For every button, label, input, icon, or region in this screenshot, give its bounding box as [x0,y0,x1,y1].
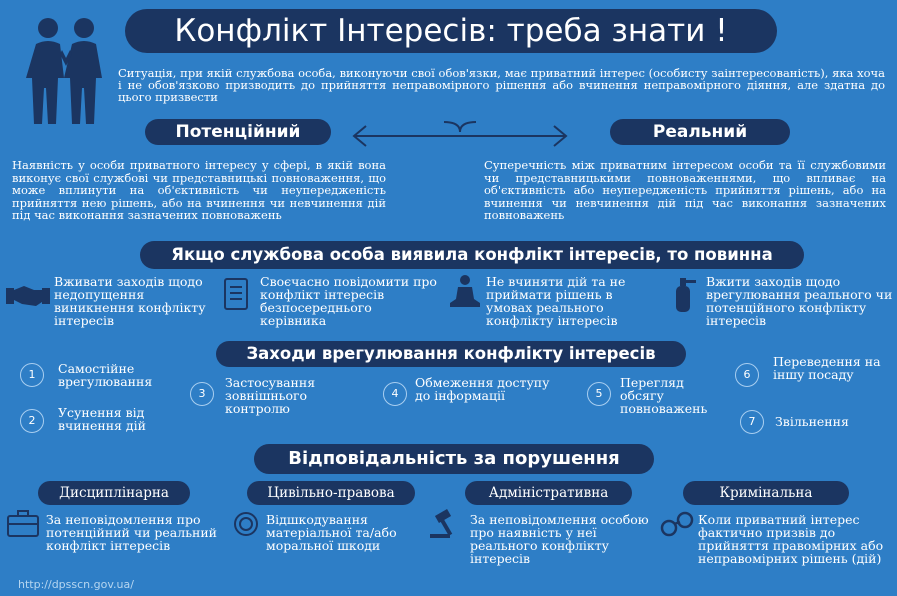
source-url: http://dpsscn.gov.ua/ [18,578,134,591]
liability-title-disciplinary: Дисциплінарна [38,481,190,505]
handcuffs-icon [660,510,694,540]
real-conflict-label: Реальний [610,119,790,145]
measure-number-4: 4 [383,382,407,406]
double-arrow-brace-icon [340,114,580,150]
liability-text-administrative: За неповідомлення особою про наявність у неї реального конфлікту інтересів [470,512,649,566]
liability-title-civil: Цивільно-правова [247,481,415,505]
measure-item-3: Застосування зовнішнього контролю [225,375,316,416]
page-title: Конфлікт Інтересів: треба знати ! [125,9,777,53]
liability-text-civil: Відшкодування матеріальної та/або моральної шкоди [266,512,397,553]
measure-item-7: Звільнення [775,414,849,429]
measure-item-1: Самостійне врегулювання [58,361,153,389]
obligation-item-2: Своєчасно повідомити про конфлікт інтересів безпосереднього керівника [260,274,437,328]
briefcase-icon [6,508,40,538]
liability-header: Відповідальність за порушення [254,444,654,474]
meditation-icon [448,273,482,311]
potential-conflict-text: Наявність у особи приватного інтересу у сфері, в якій вона виконує свої службові чи представницькі повноваження, що може вплинути на об'єктивність чи неупередженість прийняття нею рішень, або на вчинення чи невчинення дій під час виконання зазначених повноважень [12,158,386,222]
obligation-item-3: Не вчиняти дій та не приймати рішень в умовах реального конфлікту інтересів [486,274,626,328]
obligations-header: Якщо службова особа виявила конфлікт інтересів, то повинна [140,241,804,269]
obligation-item-4: Вжити заходів щодо врегулювання реального чи потенційного конфлікту інтересів [706,274,893,328]
measures-header: Заходи врегулювання конфлікту інтересів [216,341,686,367]
coins-icon [232,510,262,540]
measure-number-7: 7 [740,410,764,434]
measure-number-5: 5 [587,382,611,406]
measure-item-2: Усунення від вчинення дій [58,405,146,433]
measure-item-5: Перегляд обсягу повноважень [620,375,708,416]
measure-item-4: Обмеження доступу до інформації [415,375,550,403]
definition-text: Ситуація, при якій службова особа, виконуючи свої обов'язки, має приватний інтерес (особисту заінтересованість), яка хоча і не обов'язково призводить до прийняття неправомірного рішення або вчинення неправомірного діяння, але здатна до цього призвести [118,66,885,104]
potential-conflict-label: Потенційний [145,119,331,145]
liability-title-criminal: Кримінальна [683,481,849,505]
gavel-icon [428,508,464,540]
real-conflict-text: Суперечність між приватним інтересом особи та її службовими чи представницькими повноваженнями, що впливає на об'єктивність або неупередженість прийняття рішень, або на вчинення чи невчинення дій під час виконання зазначених повноважень [484,158,886,222]
measure-number-1: 1 [20,363,44,387]
obligation-item-1: Вживати заходів щодо недопущення виникнення конфлікту інтересів [54,274,206,328]
handshake-icon [6,280,50,310]
document-scroll-icon [222,276,250,312]
measure-item-6: Переведення на іншу посаду [773,354,881,382]
measure-number-3: 3 [190,382,214,406]
liability-title-administrative: Адміністративна [465,481,632,505]
two-people-icon [18,14,114,126]
liability-text-disciplinary: За неповідомлення про потенційний чи реальний конфлікт інтересів [46,512,217,553]
measure-number-2: 2 [20,409,44,433]
measure-number-6: 6 [735,363,759,387]
liability-text-criminal: Коли приватний інтерес фактично призвів до прийняття правомірних або неправомірних рішень (дій) [698,512,884,566]
fire-extinguisher-icon [668,274,698,314]
